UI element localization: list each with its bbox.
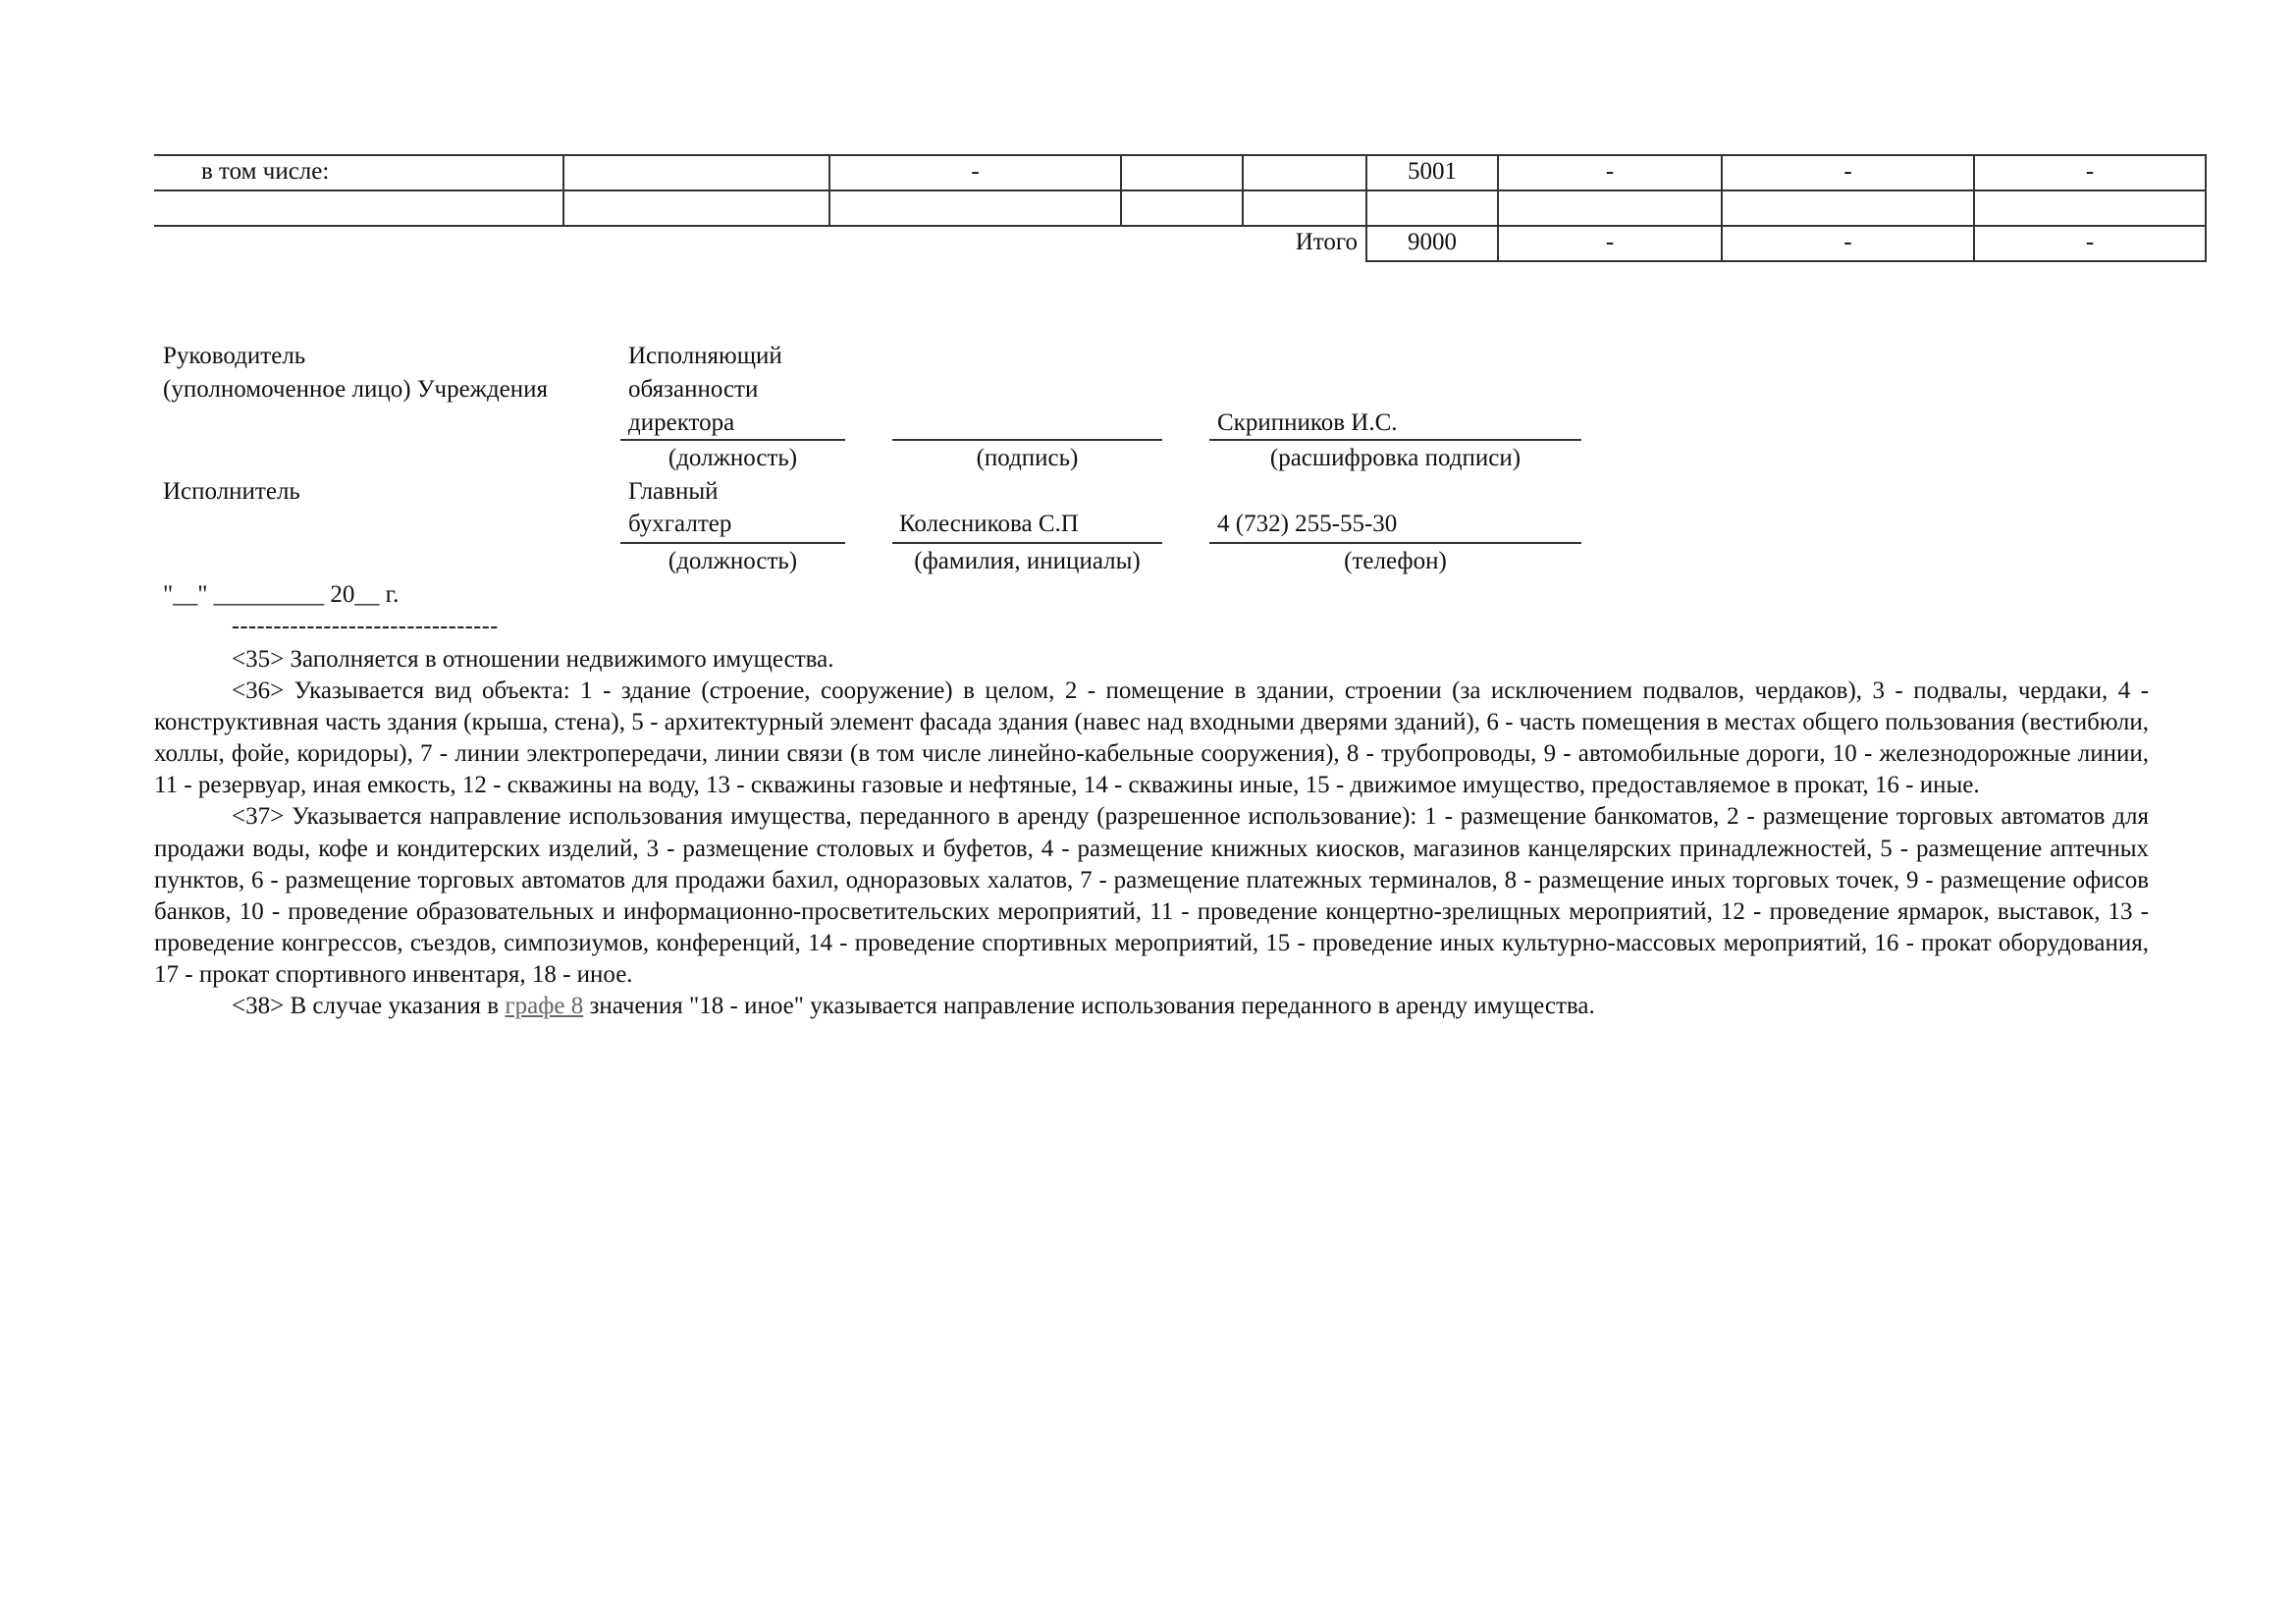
head-position-line: Исполняющий	[628, 343, 782, 369]
table-cell-label: в том числе:	[201, 158, 330, 185]
table-cell	[1367, 190, 1497, 224]
footnote-38	[154, 991, 2149, 1022]
executor-phone-underline	[1209, 542, 1581, 544]
table-cell: -	[2085, 158, 2095, 185]
total-cell: 9000	[1408, 229, 1457, 255]
table-cell	[1122, 155, 1242, 189]
table-rule	[2205, 154, 2207, 262]
executor-name-underline	[892, 542, 1162, 544]
executor-role: Исполнитель	[163, 478, 300, 505]
head-position-underline	[620, 439, 845, 441]
total-label: Итого	[1295, 229, 1358, 255]
executor-position-line: Главный	[628, 478, 719, 505]
column-8-link[interactable]: графе 8	[505, 993, 584, 1020]
table-cell: -	[1843, 158, 1852, 185]
head-signature-underline	[892, 439, 1162, 441]
footnote-35: <35> Заполняется в отношении недвижимого имущества.	[232, 646, 834, 673]
head-position-line: директора	[628, 409, 735, 436]
head-position-line: обязанности	[628, 376, 759, 403]
caption-position: (должность)	[667, 548, 798, 574]
executor-position-underline	[620, 542, 845, 544]
total-cell: -	[1843, 229, 1852, 255]
head-name-underline	[1209, 439, 1581, 441]
caption-position: (должность)	[667, 445, 798, 471]
footnote-37: <37> Указывается направление использования имущества, переданного в аренду (разрешенное использование): 1 - размещение банкоматов, 2 - размещение торговых автоматов для продажи воды, кофе и кондитерских изделий, 3 - размещение столовых и буфетов, 4 - размещение книжных киосков, магазинов канцелярских принадлежностей, 5 - размещение аптечных пунктов, 6 - размещение торговых автоматов для продажи бахил, одноразовых халатов, 7 - размещение платежных терминалов, 8 - размещение иных торговых точек, 9 - размещение офисов банков, 10 - проведение образовательных и информационно-просветительских мероприятий, 11 - проведение концертно-зрелищных мероприятий, 12 - проведение ярмарок, выставок, 13 - проведение конгрессов, съездов, симпозиумов, конференций, 14 - проведение спортивных мероприятий, 15 - проведение иных культурно-массовых мероприятий, 16 - прокат оборудования, 17 - прокат спортивного инвентаря, 18 - иное.	[154, 803, 2149, 988]
caption-signature: (подпись)	[976, 445, 1079, 471]
head-signature-field[interactable]	[892, 407, 1162, 439]
footnote-38-suffix: значения "18 - иное" указывается направление использования переданного в аренду имущества.	[583, 993, 1595, 1020]
executor-position-line: бухгалтер	[628, 511, 732, 537]
table-cell	[1244, 155, 1365, 189]
footnotes	[154, 644, 2149, 1022]
table-cell: 5001	[1408, 158, 1457, 185]
executor-phone: 4 (732) 255-55-30	[1217, 511, 1398, 537]
caption-name: (расшифровка подписи)	[1269, 445, 1522, 471]
footnote-36: <36> Указывается вид объекта: 1 - здание (строение, сооружение) в целом, 2 - помещение в здании, строении (за исключением подвалов, чердаков), 3 - подвалы, чердаки, 4 - конструктивная часть здания (крыша, стена), 5 - архитектурный элемент фасада здания (навес над входными дверями зданий), 6 - часть помещения в местах общего пользования (вестибюли, холлы, фойе, коридоры), 7 - линии электропередачи, линии связи (в том числе линейно-кабельные сооружения), 8 - трубопроводы, 9 - автомобильные дороги, 10 - железнодорожные линии, 11 - резервуар, иная емкость, 12 - скважины на воду, 13 - скважины газовые и нефтяные, 14 - скважины иные, 15 - движимое имущество, предоставляемое в прокат, 16 - иные.	[154, 677, 2149, 799]
table-cell: -	[1605, 158, 1615, 185]
table-cell: -	[971, 158, 980, 185]
date-line: "__" _________ 20__ г.	[163, 581, 400, 608]
executor-name: Колесникова С.П	[899, 511, 1079, 537]
total-cell: -	[2085, 229, 2095, 255]
table-rule	[1365, 260, 2207, 262]
property-lease-table	[154, 154, 2207, 262]
head-role-line1: Руководитель	[163, 343, 306, 369]
footnote-38-prefix: <38> В случае указания в	[232, 993, 506, 1020]
head-name: Скрипников И.С.	[1217, 409, 1398, 436]
table-cell	[564, 155, 828, 189]
caption-phone: (телефон)	[1344, 548, 1447, 574]
footnote-separator: --------------------------------	[232, 614, 499, 639]
total-cell: -	[1605, 229, 1615, 255]
caption-name: (фамилия, инициалы)	[914, 548, 1141, 574]
head-role-line2: (уполномоченное лицо) Учреждения	[163, 376, 549, 403]
table-cell-label	[201, 190, 555, 224]
